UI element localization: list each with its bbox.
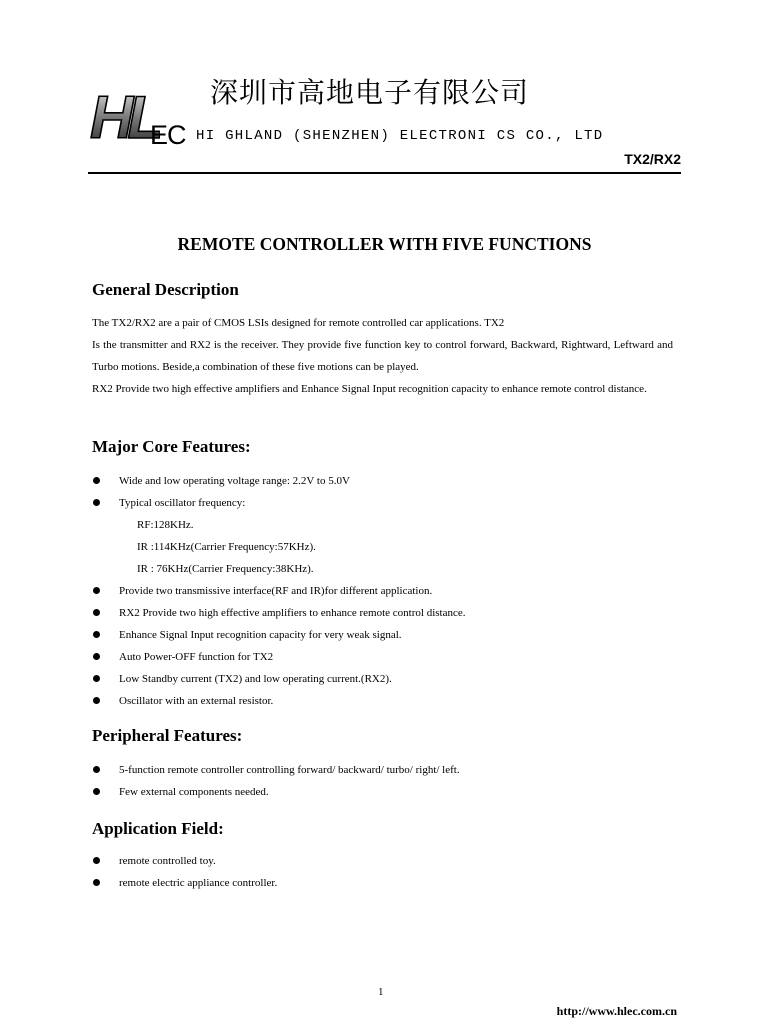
list-subitem: IR : 76KHz(Carrier Frequency:38KHz). bbox=[137, 563, 314, 575]
bullet-icon bbox=[93, 697, 100, 704]
heading-major-core-features: Major Core Features: bbox=[92, 437, 251, 456]
page-number: 1 bbox=[378, 986, 384, 998]
list-item: Provide two transmissive interface(RF and IR)for different application. bbox=[92, 580, 673, 602]
list-item: remote controlled toy. bbox=[92, 850, 673, 872]
description-paragraph: RX2 Provide two high effective amplifiers and Enhance Signal Input recognition capacity to enhance remote control distance. bbox=[92, 383, 647, 395]
bullet-icon bbox=[93, 766, 100, 773]
general-description-body bbox=[92, 312, 673, 400]
bullet-icon bbox=[93, 857, 100, 864]
company-name-english: HI GHLAND (SHENZHEN) ELECTRONI CS CO., LTD bbox=[196, 128, 604, 144]
list-item: Wide and low operating voltage range: 2.2V to 5.0V bbox=[92, 470, 673, 492]
website-link[interactable]: http://www.hlec.com.cn bbox=[556, 1004, 677, 1018]
list-item: Enhance Signal Input recognition capacity for very weak signal. bbox=[92, 624, 673, 646]
bullet-icon bbox=[93, 477, 100, 484]
bullet-icon bbox=[93, 653, 100, 660]
list-item: Oscillator with an external resistor. bbox=[92, 690, 673, 712]
peripheral-features-list bbox=[92, 759, 673, 803]
bullet-icon bbox=[93, 609, 100, 616]
company-name-chinese: 深圳市高地电子有限公司 bbox=[210, 76, 530, 109]
description-paragraph: The TX2/RX2 are a pair of CMOS LSIs designed for remote controlled car applications. TX2 bbox=[92, 317, 505, 329]
logo-ec-text: EC bbox=[150, 120, 186, 150]
list-item: Low Standby current (TX2) and low operating current.(RX2). bbox=[92, 668, 673, 690]
list-subitem: RF:128KHz. bbox=[137, 519, 194, 531]
description-paragraph: Is the transmitter and RX2 is the receiver. They provide five function key to control forward, Backward, Rightward, Leftward and Turbo motions. Beside,a combination of these five motions can be played. bbox=[92, 339, 673, 373]
logo-text: HL bbox=[90, 84, 158, 146]
bullet-icon bbox=[93, 499, 100, 506]
list-item: Auto Power-OFF function for TX2 bbox=[92, 646, 673, 668]
header-divider bbox=[88, 172, 681, 174]
bullet-icon bbox=[93, 788, 100, 795]
part-number: TX2/RX2 bbox=[624, 151, 681, 167]
bullet-icon bbox=[93, 631, 100, 638]
heading-general-description: General Description bbox=[92, 280, 239, 299]
list-item: RX2 Provide two high effective amplifiers to enhance remote control distance. bbox=[92, 602, 673, 624]
bullet-icon bbox=[93, 879, 100, 886]
list-item: remote electric appliance controller. bbox=[92, 872, 673, 894]
bullet-icon bbox=[93, 675, 100, 682]
heading-application-field: Application Field: bbox=[92, 819, 224, 838]
list-subitem: IR :114KHz(Carrier Frequency:57KHz). bbox=[137, 541, 316, 553]
heading-peripheral-features: Peripheral Features: bbox=[92, 726, 243, 745]
document-title: REMOTE CONTROLLER WITH FIVE FUNCTIONS bbox=[177, 234, 592, 254]
application-field-list bbox=[92, 850, 673, 894]
letterhead bbox=[88, 70, 681, 174]
list-item: Few external components needed. bbox=[92, 781, 673, 803]
list-item: Typical oscillator frequency: bbox=[92, 492, 673, 514]
bullet-icon bbox=[93, 587, 100, 594]
list-item: 5-function remote controller controlling forward/ backward/ turbo/ right/ left. bbox=[92, 759, 673, 781]
major-features-list bbox=[92, 470, 673, 712]
